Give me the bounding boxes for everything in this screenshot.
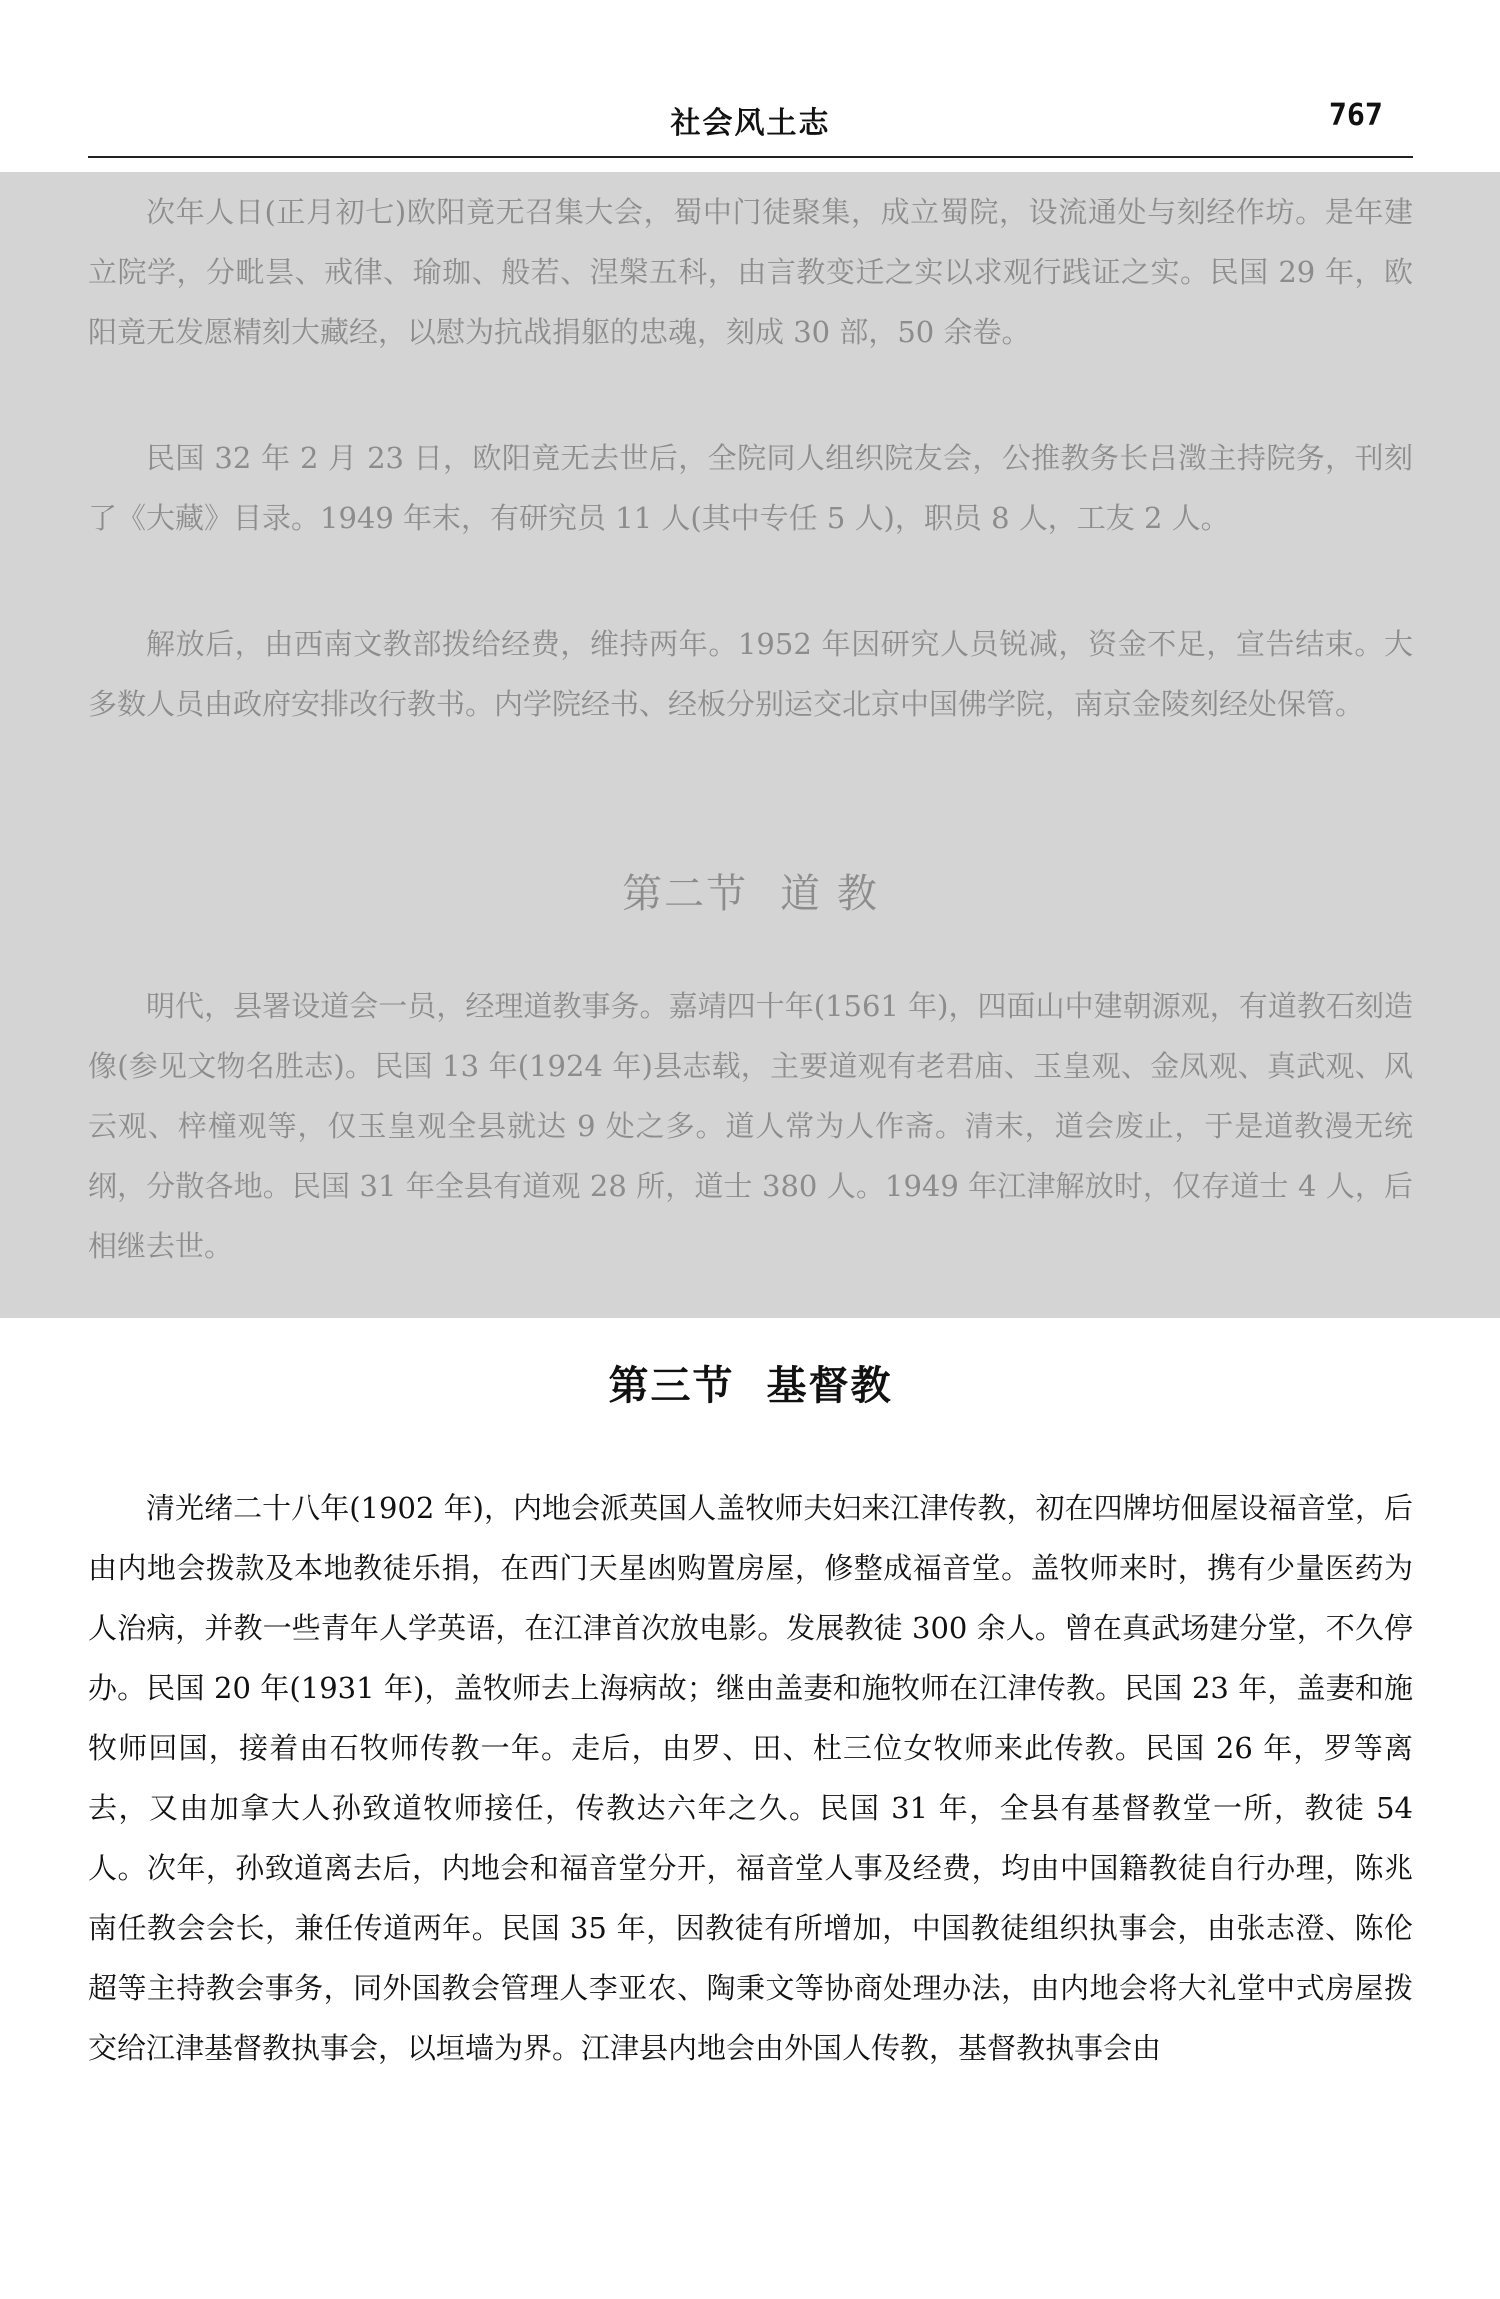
section-number: 第三节 <box>608 1362 735 1409</box>
body-paragraph: 清光绪二十八年(1902 年)，内地会派英国人盖牧师夫妇来江津传教，初在四牌坊佃屋设福音堂，后由内地会拨款及本地教徒乐捐，在西门天星凼购置房屋，修整成福音堂。盖牧师来时，携有少量医药为人治病，并教一些青年人学英语，在江津首次放电影。发展教徒 300 余人。曾在真武场建分堂，不久停办。民国 20 年(1931 年)，盖牧师去上海病故；继由盖妻和施牧师在江津传教。民国 23 年，盖妻和施牧师回国，接着由石牧师传教一年。走后，由罗、田、杜三位女牧师来此传教。民国 26 年，罗等离去，又由加拿大人孙致道牧师接任，传教达六年之久。民国 31 年，全县有基督教堂一所，教徒 54 人。次年，孙致道离去后，内地会和福音堂分开，福音堂人事及经费，均由中国籍教徒自行办理，陈兆南任教会会长，兼任传道两年。民国 35 年，因教徒有所增加，中国教徒组织执事会，由张志澄、陈伦超等主持教会事务，同外国教会管理人李亚农、陶秉文等协商处理办法，由内地会将大礼堂中式房屋拨交给江津基督教执事会，以垣墙为界。江津县内地会由外国人传教，基督教执事会由 <box>88 1491 1413 2065</box>
page-number: 767 <box>1328 98 1383 133</box>
section-title: 基督教 <box>766 1362 893 1409</box>
body-paragraph: 解放后，由西南文教部拨给经费，维持两年。1952 年因研究人员锐减，资金不足，宣告结束。大多数人员由政府安排改行教书。内学院经书、经板分别运交北京中国佛学院，南京金陵刻经处保管。 <box>88 627 1413 721</box>
section-number: 第二节 <box>622 871 749 917</box>
body-paragraph: 次年人日(正月初七)欧阳竟无召集大会，蜀中门徒聚集，成立蜀院，设流通处与刻经作坊。是年建立院学，分毗昙、戒律、瑜珈、般若、涅槃五科，由言教变迁之实以求观行践证之实。民国 29 年，欧阳竟无发愿精刻大藏经，以慰为抗战捐躯的忠魂，刻成 30 部，50 余卷。 <box>88 195 1413 349</box>
section-heading-taoism <box>88 862 1413 919</box>
page-header <box>88 88 1413 158</box>
section-title: 道 教 <box>780 871 879 917</box>
body-paragraph: 民国 32 年 2 月 23 日，欧阳竟无去世后，全院同人组织院友会，公推教务长吕澂主持院务，刊刻了《大藏》目录。1949 年末，有研究员 11 人(其中专任 5 人)，职员 8 人，工友 2 人。 <box>88 441 1413 535</box>
section-heading-christianity <box>88 1354 1413 1411</box>
body-paragraph: 明代，县署设道会一员，经理道教事务。嘉靖四十年(1561 年)，四面山中建朝源观，有道教石刻造像(参见文物名胜志)。民国 13 年(1924 年)县志载，主要道观有老君庙、玉皇观、金凤观、真武观、风云观、梓橦观等，仅玉皇观全县就达 9 处之多。道人常为人作斋。清末，道会废止，于是道教漫无统纲，分散各地。民国 31 年全县有道观 28 所，道士 380 人。1949 年江津解放时，仅存道士 4 人，后相继去世。 <box>88 989 1413 1263</box>
running-title: 社会风土志 <box>670 106 831 141</box>
